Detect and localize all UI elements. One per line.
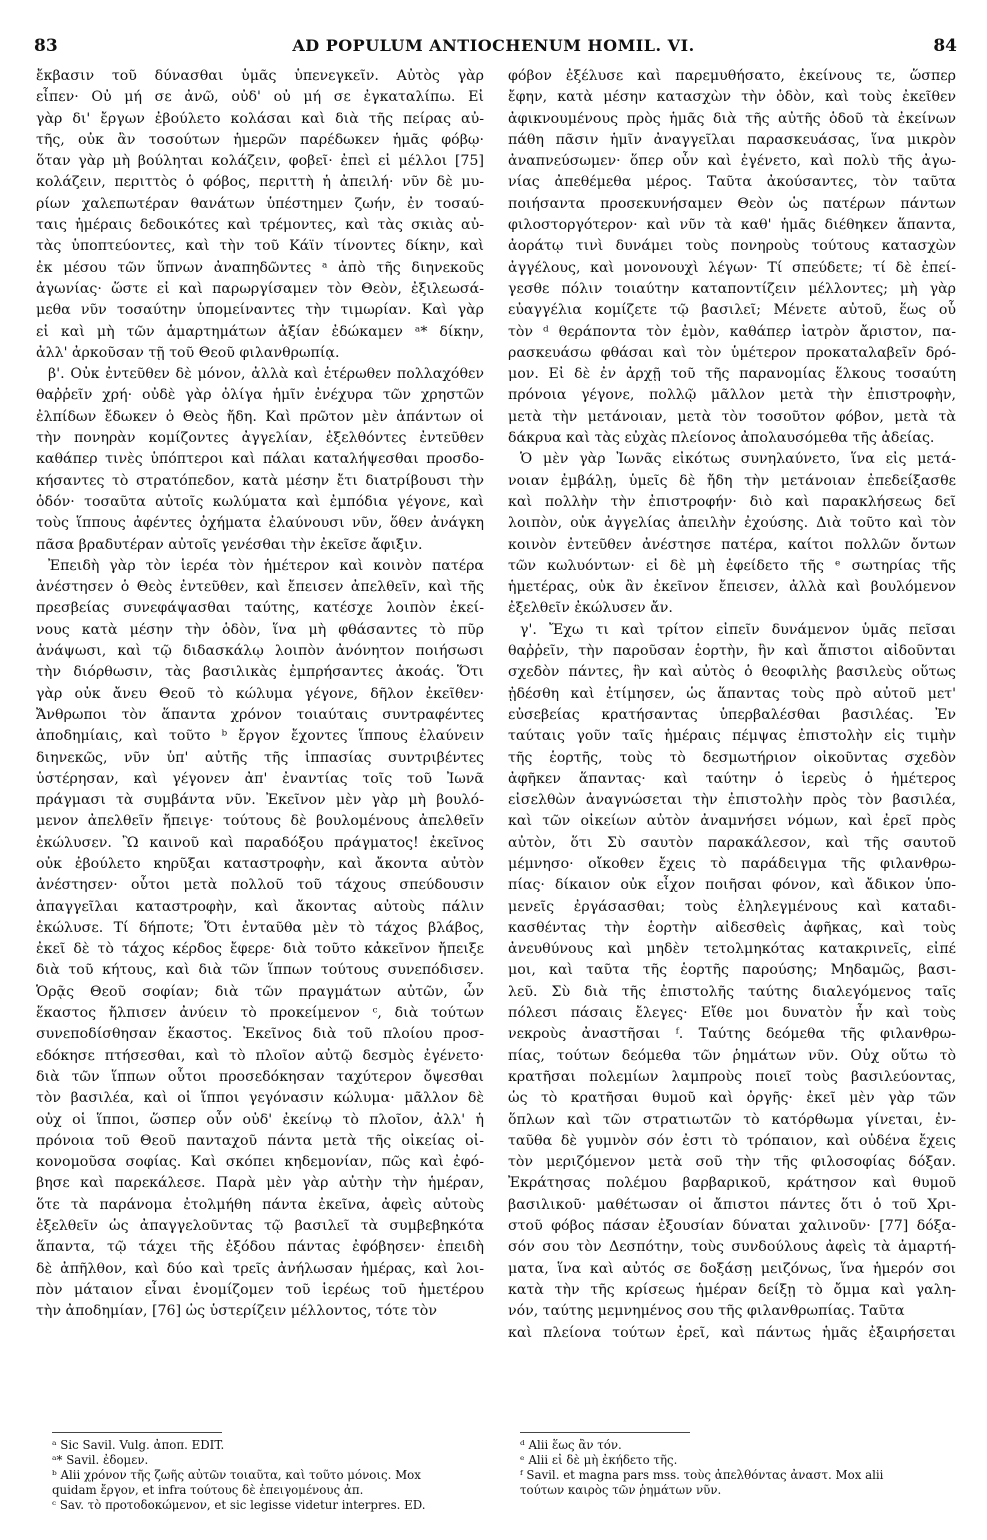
text-line: λοιπὸν, οὐκ ἀγγελίας ἀπειλὴν ἐχούσης. Διὰ τοῦτο καὶ τὸν	[508, 515, 956, 532]
text-line: δὲ ἀπῆλθον, καὶ δύο καὶ τρεῖς ἀνήλωσαν ἡμέρας, καὶ λοι-	[36, 1260, 484, 1277]
text-line: τῆς, οὐκ ἂν τοσούτων ἡμερῶν παρέδωκεν ἡμᾶς φόβῳ·	[36, 131, 484, 148]
text-line: τὴν ἀποδημίαν, [76] ὡς ὑστερίζειν μέλλοντος, τότε τὸν	[36, 1303, 437, 1320]
text-line: κρατῆσαι πολεμίων λαμπροὺς ποιεῖ τοὺς βασιλεύοντας,	[508, 1068, 956, 1085]
text-line: ἐκεῖ δὲ τὸ τάχος κέρδος ἔφερε· διὰ τοῦτο κἀκεῖνον ἤπειξε	[36, 941, 484, 958]
text-line: ἅπαντα, τῷ τάχει τῆς ἐξόδου πάντας ἐφόβησεν· ἐπειδὴ	[36, 1239, 484, 1256]
text-line: ὅτε τὰ παράνομα ἐτολμήθη πάντα ἐκεῖνα, ἀφεὶς αὐτοὺς	[36, 1196, 484, 1213]
page-header	[0, 0, 987, 60]
text-line: Ὁ μὲν γὰρ Ἰωνᾶς εἰκότως συνηλαύνετο, ἵνα εἰς μετά-	[520, 451, 956, 468]
text-line: ρασκευάσω φθάσαι καὶ τὸν ὑμέτερον προκαταλαβεῖν δρό-	[508, 344, 956, 361]
text-line: ἀνέστησεν· οὗτοι μετὰ πολλοῦ τοῦ τάχους σπεύδουσιν	[36, 877, 484, 894]
text-line: διὰ τῶν ἵππων οὗτοι προσεδόκησαν ταχύτερον ὄψεσθαι	[36, 1068, 484, 1085]
text-line: ὑστέρησαν, καὶ γέγονεν ἀπ' ἐναντίας τοῖς τοῦ Ἰωνᾶ	[36, 770, 484, 787]
text-line: διηνεκῶς, νῦν ὑπ' αὐτῆς τῆς ἱππασίας συντριβέντες	[36, 749, 484, 766]
text-line: ἀποδημίαις, καὶ τοῦτο ᵇ ἔργον ἔχοντες ἵππους ἐλαύνειν	[36, 728, 484, 745]
text-line: οὐκ ἐβούλετο κηρῦξαι καταστροφὴν, καὶ ἄκοντα αὐτὸν	[36, 855, 484, 872]
text-line: θαῤῥεῖν χρή· οὐδὲ γὰρ ὀλίγα ἡμῖν ἐνέχυρα τῶν χρηστῶν	[36, 387, 484, 404]
text-line: τοὺς ἵππους ἀφέντες ὀχήματα ἐλαύνουσι νῦν, ὅθεν ἀνάγκη	[36, 515, 484, 532]
text-line: τὴν διόρθωσιν, τὰς βασιλικὰς ἐμπρήσαντες ἀκοάς. Ὅτι	[36, 664, 484, 681]
text-line: καὶ πολλὴν τὴν ἐπιστροφήν· διὸ καὶ παρακλήσεως δεῖ	[508, 493, 956, 510]
text-line: ἐκώλυσεν. Ὢ καινοῦ καὶ παραδόξου πράγματος! ἐκεῖνος	[36, 834, 484, 851]
footnote-line: ᵃ* Savil. ἐδομεν.	[52, 1453, 149, 1467]
text-line: ἔφην, κατὰ μέσην κατασχὼν τὴν ὁδὸν, καὶ τοὺς ἐκεῖθεν	[508, 89, 956, 106]
text-line: πόλεσι πάσαις ἔλεγες· Εἴθε μοι δυνατὸν ἦν καὶ τοὺς	[508, 1005, 956, 1022]
text-line: εὐσεβείας κρατήσαντας ὑπερβαλέσθαι βασιλέας. Ἐν	[508, 706, 956, 723]
text-line: ὁδόν· τοσαῦτα αὐτοῖς κωλύματα καὶ ἐμπόδια γέγονε, καὶ	[36, 493, 484, 510]
text-line: ὅπλων καὶ τῶν στρατιωτῶν τὸ κατόρθωμα γίνεται, ἐν-	[508, 1111, 956, 1128]
text-line: καθάπερ τινὲς ὑπόπτεροι καὶ πάλαι καταλήψεσθαι προσδο-	[36, 451, 484, 468]
text-line: θαῤῥεῖν, τὴν παροῦσαν ἑορτὴν, ἣν καὶ ἄπιστοι αἰδοῦνται	[508, 643, 956, 660]
text-line: νόν, ταύτης μεμνημένος σου τῆς φιλανθρωπίας. Ταῦτα	[508, 1303, 905, 1320]
text-line: σόν σου τὸν Δεσπότην, τοὺς συνδούλους ἀφεὶς τὰ ἁμαρτή-	[508, 1239, 956, 1256]
footnote-line: τούτων καιρὸς τῶν ῥημάτων νῦν.	[520, 1483, 722, 1497]
text-line: τὸν ᵈ θεράποντα τὸν ἐμὸν, καθάπερ ἰατρὸν ἄριστον, πα-	[508, 323, 956, 340]
footnote-rule-right	[520, 1432, 690, 1433]
text-line: ταις ἡμέραις δεδοικότες καὶ τρέμοντες, καὶ τὰς σκιὰς αὐ-	[36, 217, 484, 234]
text-line: νοιαν ἐμβάλῃ, ὑμεῖς δὲ ἤδη τὴν μετάνοιαν ἐπεδείξασθε	[508, 472, 956, 489]
text-line: ἐξελθεῖν ὡς ἀπαγγελοῦντας τῷ βασιλεῖ τὰ συμβεβηκότα	[36, 1218, 484, 1235]
text-line: συνεποδίσθησαν ἕκαστος. Ἐκεῖνος διὰ τοῦ πλοίου προσ-	[36, 1026, 484, 1043]
footnote-line: ᵃ Sic Savil. Vulg. ἀποπ. EDIT.	[52, 1438, 225, 1452]
text-line: ρίων χαλεπωτέραν θανάτων ὑπέστημεν ζωήν, ἐν τοσαύ-	[36, 195, 484, 212]
text-line: εὐαγγέλια κομίζετε τῷ βασιλεῖ; Μένετε αὐτοῦ, ἕως οὗ	[508, 302, 956, 319]
text-line: νίας ἀπεθέμεθα μέρος. Ταῦτα ἀκούσαντες, τὸν ταῦτα	[508, 174, 956, 191]
text-line: ἀνάψωσι, καὶ τῷ διδασκάλῳ λοιπὸν ἀνόνητον ποιήσωσι	[36, 643, 484, 660]
footnote-rule-left	[52, 1432, 222, 1433]
text-line: νους κατὰ μέσην τὴν ὁδὸν, ἵνα μὴ φθάσαντες τὸ πῦρ	[36, 621, 484, 638]
text-line: γὰρ οὐκ ἄνευ Θεοῦ τὸ κώλυμα γέγονε, δῆλον ἐκεῖθεν·	[36, 685, 484, 702]
text-line: στοῦ φόβος πάσαν ἐξουσίαν δύναται χαλινοῦν· [77] δόξα-	[508, 1218, 956, 1235]
right-text-column	[508, 66, 956, 1344]
text-line: αὐτὸν, ὅτι Σὺ σαυτὸν παρακάλεσον, καὶ τῆς σαυτοῦ	[508, 834, 956, 851]
text-line: εἰ καὶ μὴ τῶν ἁμαρτημάτων ἀξίαν ἐδώκαμεν ᵃ* δίκην,	[36, 323, 484, 340]
text-line: μενον ἀπελθεῖν ἤπειγε· τούτους δὲ βουλομένους ἀπελθεῖν	[36, 813, 484, 830]
footnote-line: ᵈ Alii ἕως ἂν τόν.	[520, 1438, 622, 1452]
text-line: βασιλικοῦ· μαθέτωσαν οἱ ἄπιστοι πάντες ὅτι ὁ τοῦ Χρι-	[508, 1196, 956, 1213]
text-line: φόβον ἐξέλυσε καὶ παρεμυθήσατο, ἐκείνους τε, ὥσπερ	[508, 68, 956, 84]
text-line: πᾶσα βραδυτέραν αὐτοῖς γενέσθαι τὴν ἐκεῖσε ἄφιξιν.	[36, 536, 423, 553]
page-number-left: 83	[34, 36, 58, 56]
text-line: ἔκβασιν τοῦ δύνασθαι ὑμᾶς ὑπενεγκεῖν. Αὐτὸς γὰρ	[36, 68, 484, 84]
text-line: μετὰ τὴν μετάνοιαν, μετὰ τὸν τοσοῦτον φόβον, μετὰ τὰ	[508, 408, 956, 425]
text-line: οὐχ οἱ ἵπποι, ὥσπερ οὖν οὐδ' ἐκείνῳ τὸ πλοῖον, ἀλλ' ἡ	[36, 1111, 484, 1128]
text-line: ἐξελθεῖν ἐκώλυσεν ἄν.	[508, 600, 673, 617]
text-line: ἐκ μέσου τῶν ὕπνων ἀναπηδῶντες ᵃ ἀπὸ τῆς διηνεκοῦς	[36, 259, 484, 276]
text-line: ἀπαγγεῖλαι καταστροφὴν, καὶ ἄκοντας αὐτοὺς πάλιν	[36, 898, 484, 915]
footnote-line: ᵇ Alii χρόνον τῆς ζωῆς αὐτῶν τοιαῦτα, καὶ τοῦτο μόνοις. Mox	[52, 1468, 421, 1482]
text-line: κοινὸν ἐντεῦθεν ἀνέστησε πατέρα, καίτοι πολλῶν ὄντων	[508, 536, 956, 553]
text-line: ἐλπίδων ἔδωκεν ὁ Θεὸς ἤδη. Καὶ πρῶτον μὲν ἁπάντων οἱ	[36, 408, 484, 425]
text-line: ἀνέστησεν ὁ Θεὸς ἐντεῦθεν, καὶ ἔπεισεν ἀπελθεῖν, καὶ τῆς	[36, 579, 484, 596]
text-line: ἀγωνίας· ὥστε εἰ καὶ παρωργίσαμεν τὸν Θεὸν, ἐξιλεωσά-	[36, 280, 484, 297]
text-line: λεῦ. Σὺ διὰ τῆς ἐπιστολῆς ταύτης διαλεγόμενος ταῖς	[508, 983, 956, 1000]
text-line: εἶπεν· Οὐ μή σε ἀνῶ, οὐδ' οὐ μή σε ἐγκαταλίπω. Εἰ	[36, 89, 484, 106]
text-line: καὶ τῶν οἰκείων αὐτὸν ἀναμνήσει νόμων, καὶ ἐρεῖ πρὸς	[508, 813, 956, 830]
text-line: μοι, καὶ ταῦτα τῆς ἑορτῆς παρούσης; Μηδαμῶς, βασι-	[508, 962, 956, 979]
text-line: ἀναπνεύσωμεν· ὅπερ οὖν καὶ ἐγένετο, καὶ πολὺ τῆς ἀγω-	[508, 153, 956, 170]
text-line: πὸν μάταιον εἶναι ἐνομίζομεν τοῦ ἱερέως τοῦ ἡμετέρου	[36, 1281, 484, 1298]
text-line: γὰρ δι' ἔργων ἐβούλετο κολάσαι καὶ διὰ τῆς πείρας αὐ-	[36, 110, 484, 127]
text-line: πρόνοια τοῦ Θεοῦ πανταχοῦ πάντα μετὰ τῆς οἰκείας οἰ-	[36, 1132, 484, 1149]
footnote-line: quidam ἔργον, et infra τούτους δὲ ἐπειγομένους ἀπ.	[52, 1483, 364, 1497]
text-line: πρεσβείας συνεφάψασθαι ταύτης, κατέσχε λοιπὸν ἐκεί-	[36, 600, 484, 617]
text-line: ἐκώλυσε. Τί δήποτε; Ὅτι ἐνταῦθα μὲν τὸ τάχος βλάβος,	[36, 919, 484, 936]
text-line: μενεῖς ἐργάσασθαι; τοὺς ἐληλεγμένους καὶ καταδι-	[508, 898, 956, 915]
running-title: AD POPULUM ANTIOCHENUM HOMIL. VI.	[292, 36, 695, 55]
text-line: δάκρυα καὶ τὰς εὐχὰς πλείονος ἀπολαυσόμεθα τῆς ἀδείας.	[508, 430, 935, 447]
text-line: κατὰ τὴν τῆς κρίσεως ἡμέραν δείξῃ τὸ ὄμμα καὶ γαλη-	[508, 1281, 956, 1298]
text-line: Ὁρᾷς Θεοῦ σοφίαν; διὰ τῶν πραγμάτων αὐτῶν, ὧν	[36, 983, 484, 1000]
text-line: πάθη πᾶσιν ἡμῖν ἀναγγεῖλαι παρασκευάσας, ἵνα μικρὸν	[508, 131, 956, 148]
footnote-line: ᶜ Sav. τὸ προτοδοκώμενον, et sic legisse videtur interpres. ED.	[52, 1498, 426, 1512]
footnotes-right	[520, 1438, 960, 1498]
text-line: ὡς τὸ κρατῆσαι θυμοῦ καὶ ὀργῆς· ἐκεῖ μὲν γὰρ τῶν	[508, 1090, 956, 1107]
text-line: γ'. Ἔχω τι καὶ τρίτον εἰπεῖν δυνάμενον ὑμᾶς πεῖσαι	[520, 621, 956, 638]
text-line: κονομοῦσα σοφίας. Καὶ σκόπει κηδεμονίαν, πῶς καὶ ἐφό-	[36, 1154, 484, 1171]
text-line: σχεδὸν πάντες, ἣν καὶ αὐτὸς ὁ θεοφιλὴς βασιλεὺς οὕτως	[508, 664, 956, 681]
text-line: βησε καὶ παρεκάλεσε. Παρὰ μὲν γὰρ αὐτὴν τὴν ἡμέραν,	[36, 1175, 484, 1192]
text-line: νεκροὺς ἀναστῆσαι ᶠ. Ταύτης δεόμεθα τῆς φιλανθρω-	[508, 1026, 956, 1043]
text-line: ἡμετέρας, οὐκ ἂν ἐκεῖνον ἔπεισεν, ἀλλὰ καὶ βουλόμενον	[508, 579, 956, 596]
text-line: φιλοστοργότερον· καὶ νῦν τὰ καθ' ἡμᾶς διέθηκεν ἅπαντα,	[508, 217, 956, 234]
text-line: τὰς ὑποπτεύοντες, καὶ τὴν τοῦ Κάϊν τίνοντες δίκην, καὶ	[36, 238, 484, 255]
text-line: εἰσελθὼν ἀναγνώσεται τὴν ἐπιστολὴν πρὸς τὸν βασιλέα,	[508, 792, 956, 809]
text-line: ἀφῆκεν ἅπαντας· καὶ ταύτην ὁ ἱερεὺς ὁ ἡμέτερος	[508, 770, 956, 787]
text-line: τῶν κωλυόντων· εἰ δὲ μὴ ἐφείδετο τῆς ᵉ σωτηρίας τῆς	[508, 557, 956, 574]
text-line: ἀγγέλους, καὶ μονονουχὶ λέγων· Τί σπεύδετε; τί δὲ ἐπεί-	[508, 259, 956, 276]
text-line: ταῦθα δὲ γυμνὸν σόν ἐστι τὸ τρόπαιον, καὶ οὐδένα ἔχεις	[508, 1132, 956, 1149]
text-line: ἀοράτῳ τινὶ δυνάμει τοὺς πονηροὺς τούτους κατασχὼν	[508, 238, 956, 255]
text-line: τῆς ἑορτῆς, τοὺς τὸ δεσμωτήριον οἰκοῦντας σχεδὸν	[508, 749, 956, 766]
text-line: ἀνευθύνους καὶ μηδὲν τετολμηκότας κατακρινεῖς, εἰπέ	[508, 941, 956, 958]
text-line: τὸν βασιλέα, καὶ οἱ ἵπποι γεγόνασιν κώλυμα· μᾶλλον δὲ	[36, 1090, 484, 1107]
text-line: ἀφικνουμένους πρὸς ἡμᾶς διὰ τῆς αὐτῆς ὁδοῦ τὰ ἐκείνων	[508, 110, 956, 127]
text-line: μον. Εἰ δὲ ἐν ἀρχῇ τοῦ τῆς παρανομίας ἕλκους τοσαύτη	[508, 366, 956, 383]
text-line: ποιήσαντα προσεκυνήσαμεν Θεὸν ὡς πατέρων πάντων	[508, 195, 956, 212]
text-line: ὅταν γὰρ μὴ βούληται κολάζειν, φοβεῖ· ἐπεὶ εἰ μέλλοι [75]	[36, 153, 484, 170]
text-line: ᾐδέσθη καὶ ἐτίμησεν, ὡς ἅπαντας τοὺς πρὸ αὐτοῦ μετ'	[508, 685, 956, 702]
text-line: ἕκαστος ἤλπισεν ἀνύειν τὸ προκείμενον ᶜ, διὰ τούτων	[36, 1005, 484, 1022]
text-line: Ἄνθρωποι τὸν ἅπαντα χρόνον τοιαύταις συντραφέντες	[36, 706, 484, 723]
text-line: πράγμασι τὰ συμβάντα νῦν. Ἐκεῖνον μὲν γὰρ μὴ βουλό-	[36, 792, 484, 809]
text-line: μεθα νῦν τοσαύτην ὑπομείναντες τὴν τιμωρίαν. Καὶ γὰρ	[36, 302, 484, 319]
text-line: ταύταις γοῦν ταῖς ἡμέραις πέμψας ἐπιστολὴν εἰς τιμὴν	[508, 728, 956, 745]
text-line: διὰ τοῦ κήτους, καὶ διὰ τῶν ἵππων τούτους συνεπόδισεν.	[36, 962, 484, 979]
text-line: πίας, τούτων δεόμεθα τῶν ῥημάτων νῦν. Οὐχ οὕτω τὸ	[508, 1047, 956, 1064]
text-line: μέμνησο· οἴκοθεν ἔχεις τὸ παράδειγμα τῆς φιλανθρω-	[508, 855, 956, 872]
text-line: τὸν μεριζόμενον μετὰ σοῦ τὴν τῆς φιλοσοφίας δόξαν.	[508, 1154, 956, 1171]
text-line: Ἐκράτησας πολέμου βαρβαρικοῦ, κράτησον καὶ θυμοῦ	[508, 1175, 956, 1192]
footnote-line: ᵉ Alii εἰ δὲ μὴ ἐκήδετο τῆς.	[520, 1453, 678, 1467]
text-line: κολάζειν, περιττὸς ὁ φόβος, περιττὴ ἡ ἀπειλή· νῦν δὲ μυ-	[36, 174, 484, 191]
text-line: β'. Οὐκ ἐντεῦθεν δὲ μόνον, ἀλλὰ καὶ ἑτέρωθεν πολλαχόθεν	[48, 366, 484, 383]
text-line: ματα, ἵνα καὶ αὐτός σε δοξάσῃ μειζόνως, ἵνα ἡμερόν σοι	[508, 1260, 956, 1277]
text-line: εδόκησε πτήσεσθαι, καὶ τὸ πλοῖον αὐτῷ δεσμὸς ἐγένετο·	[36, 1047, 484, 1064]
text-line: ἀλλ' ἀρκοῦσαν τῇ τοῦ Θεοῦ φιλανθρωπίᾳ.	[36, 344, 340, 361]
footnotes-left	[52, 1438, 482, 1513]
left-text-column	[36, 66, 484, 1323]
text-line: τὴν πονηρὰν κομίζοντες ἀγγελίαν, ἐξελθόντες ἐντεῦθεν	[36, 430, 484, 447]
text-line: κασθέντας τὴν ἑορτὴν αἰδεσθεὶς ἀφῆκας, καὶ τοὺς	[508, 919, 956, 936]
page-number-right: 84	[933, 36, 957, 56]
text-line: πρόνοια γέγονε, πολλῷ μᾶλλον μετὰ τὴν ἐπιστροφὴν,	[508, 387, 956, 404]
text-line: καὶ πλείονα τούτων ἐρεῖ, καὶ πάντως ἡμᾶς ἐξαιρήσεται	[508, 1324, 956, 1341]
text-line: πίας· δίκαιον οὐκ εἶχον ποιῆσαι φόνον, καὶ ἄδικον ὑπο-	[508, 877, 956, 894]
footnote-line: ᶠ Savil. et magna pars mss. τοὺς ἀπελθόντας ἀναστ. Mox alii	[520, 1468, 884, 1482]
text-line: γεσθε πόλιν τοιαύτην καταποντίζειν μέλλοντες; μὴ γὰρ	[508, 280, 956, 297]
text-line: Ἐπειδὴ γὰρ τὸν ἱερέα τὸν ἡμέτερον καὶ κοινὸν πατέρα	[48, 557, 484, 574]
text-line: κήσαντες τὸ στρατόπεδον, κατὰ μέσην ἔτι διατρίβουσι τὴν	[36, 472, 484, 489]
